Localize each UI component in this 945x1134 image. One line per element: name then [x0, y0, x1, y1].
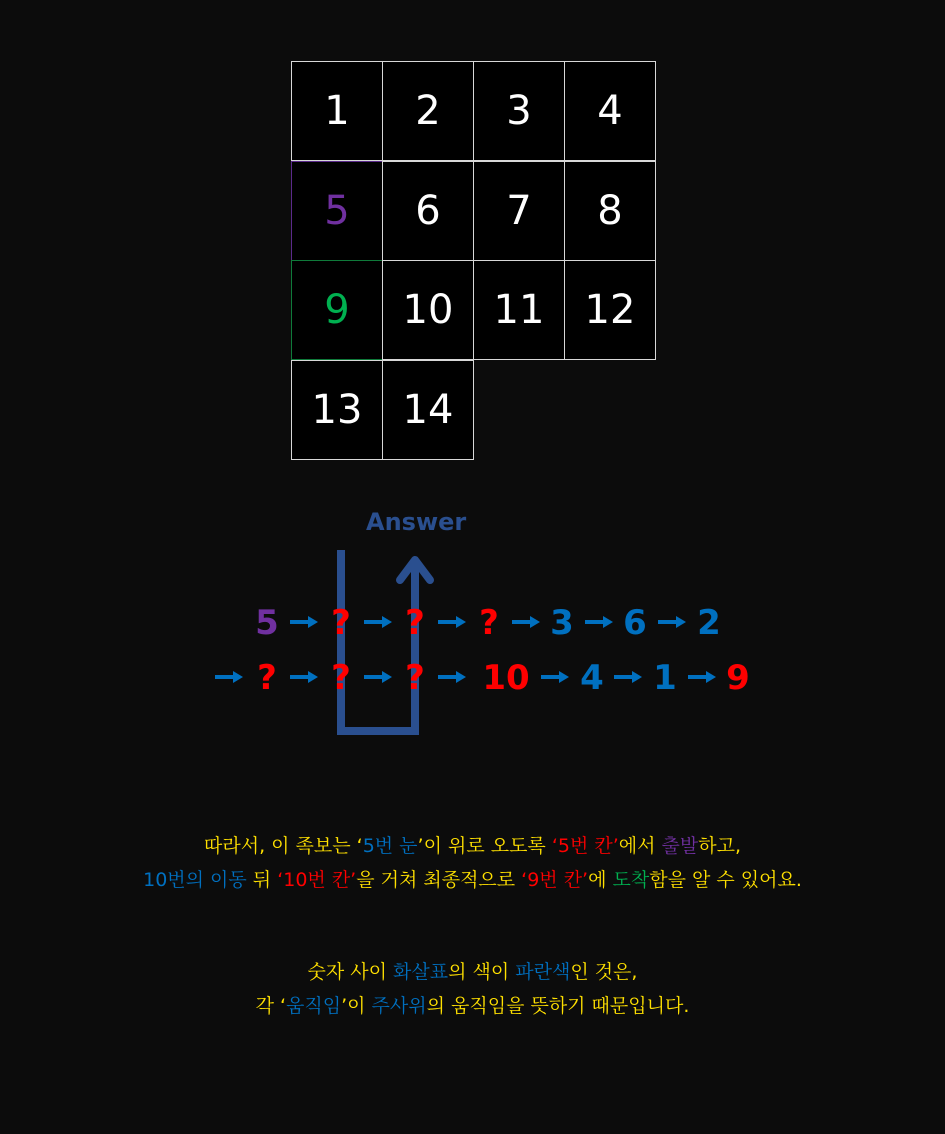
- right-arrow-icon: [215, 671, 243, 683]
- grid-cell-13: 13: [291, 360, 383, 460]
- text-segment: 에서: [618, 835, 662, 857]
- text-line: [0, 829, 945, 863]
- token-group: [255, 603, 750, 698]
- grid-cell-1: 1: [291, 61, 383, 161]
- text-segment: 을 거쳐 최종적으로: [356, 869, 522, 891]
- right-arrow-icon: [438, 671, 466, 683]
- explanation-paragraph-1: [0, 829, 945, 897]
- text-segment: 각 ‘: [255, 995, 287, 1017]
- text-segment: ‘5번 칸’: [551, 835, 619, 857]
- text-segment: 의 움직임을 뜻하기 때문입니다.: [426, 995, 690, 1017]
- text-segment: 숫자 사이: [307, 961, 394, 983]
- text-segment: 인 것은,: [570, 961, 638, 983]
- grid-cell-4: 4: [564, 61, 656, 161]
- sequence-row1-token: 3: [550, 603, 574, 643]
- text-segment: 10번의 이동: [143, 869, 247, 891]
- text-line: [0, 863, 945, 897]
- right-arrow-icon: [658, 616, 686, 628]
- text-segment: ’이 위로 오도록: [417, 835, 552, 857]
- text-segment: 5번 눈: [362, 835, 418, 857]
- right-arrow-icon: [438, 616, 466, 628]
- grid-cell-9: 9: [291, 260, 383, 360]
- sequence-row2-token: 10: [482, 658, 530, 698]
- grid-cell-2: 2: [382, 61, 474, 161]
- text-segment: 에: [588, 869, 613, 891]
- grid-cell-8: 8: [564, 161, 656, 261]
- grid-cell-14: 14: [382, 360, 474, 460]
- sequence-row2-token: ?: [405, 658, 425, 698]
- sequence-row1-token: 5: [255, 603, 279, 643]
- text-segment: 출발: [661, 835, 699, 857]
- text-line: [0, 955, 945, 989]
- text-segment: 하고,: [698, 835, 741, 857]
- text-segment: 따라서, 이 족보는: [204, 835, 357, 857]
- right-arrow-icon: [541, 671, 569, 683]
- right-arrow-icon: [585, 616, 613, 628]
- grid-cell-3: 3: [473, 61, 565, 161]
- text-segment: ’이: [341, 995, 372, 1017]
- right-arrow-icon: [364, 671, 392, 683]
- text-line: [0, 989, 945, 1023]
- grid-cell-5: 5: [291, 161, 383, 261]
- text-segment: ‘: [356, 835, 363, 857]
- text-segment: ‘9번 칸’: [521, 869, 589, 891]
- right-arrow-icon: [290, 671, 318, 683]
- sequence-row1-token: 6: [623, 603, 647, 643]
- text-segment: 의 색이: [448, 961, 516, 983]
- explanation-paragraph-2: [0, 955, 945, 1023]
- text-segment: ‘10번 칸’: [277, 869, 357, 891]
- right-arrow-icon: [290, 616, 318, 628]
- answer-label: Answer: [366, 508, 467, 536]
- right-arrow-icon: [614, 671, 642, 683]
- right-arrow-icon: [688, 671, 716, 683]
- right-arrow-icon: [512, 616, 540, 628]
- grid-cell-11: 11: [473, 260, 565, 360]
- sequence-row2-token: ?: [257, 658, 277, 698]
- text-segment: 파란색: [515, 961, 571, 983]
- grid-cell-6: 6: [382, 161, 474, 261]
- sequence-row1-token: 2: [697, 603, 721, 643]
- sequence-row1-token: ?: [405, 603, 425, 643]
- sequence-row1-token: ?: [331, 603, 351, 643]
- sequence-row1-token: ?: [479, 603, 499, 643]
- text-segment: 도착: [612, 869, 650, 891]
- text-segment: 뒤: [246, 869, 278, 891]
- sequence-row2-token: 4: [580, 658, 604, 698]
- sequence-row2-token: ?: [331, 658, 351, 698]
- text-segment: 함을 알 수 있어요.: [649, 869, 802, 891]
- sequence-row2-token: 1: [653, 658, 677, 698]
- grid-cell-7: 7: [473, 161, 565, 261]
- sequence-row2-token: 9: [726, 658, 750, 698]
- text-segment: 주사위: [371, 995, 427, 1017]
- right-arrow-icon: [364, 616, 392, 628]
- text-segment: 화살표: [393, 961, 449, 983]
- grid-cell-10: 10: [382, 260, 474, 360]
- grid-cell-12: 12: [564, 260, 656, 360]
- text-segment: 움직임: [286, 995, 342, 1017]
